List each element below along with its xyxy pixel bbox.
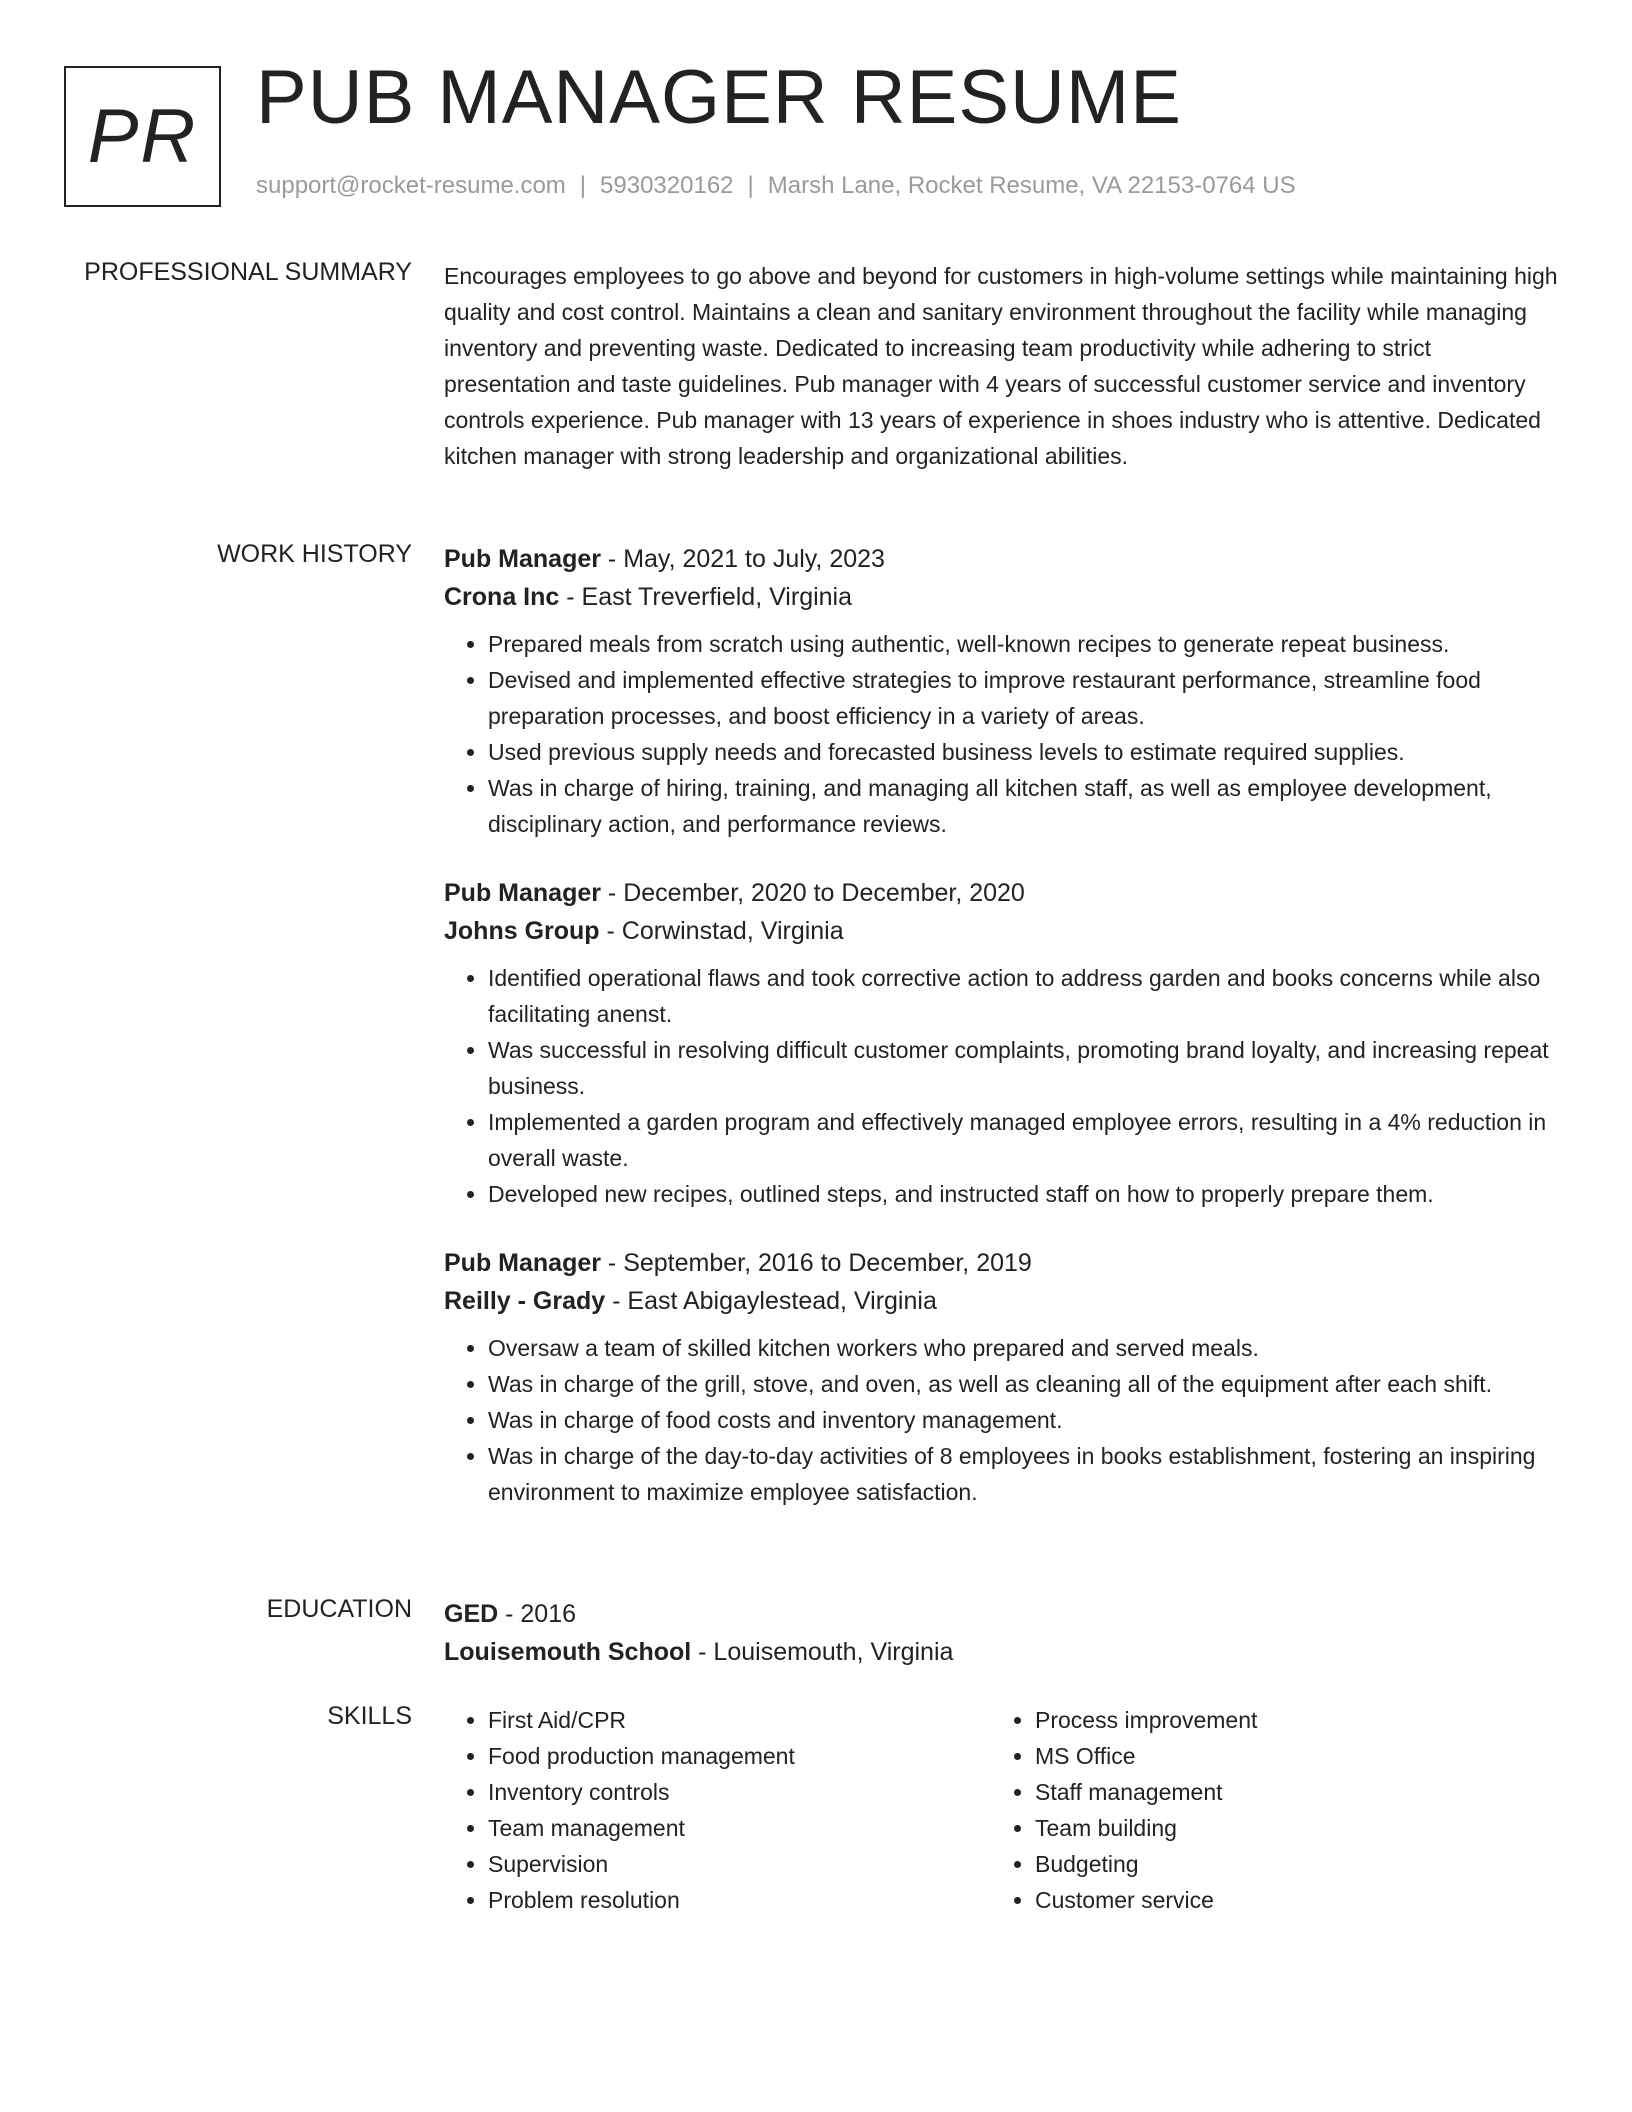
- work-history-label: WORK HISTORY: [217, 540, 412, 568]
- education-degree-line: [444, 1595, 1560, 1633]
- job-company: Crona Inc: [444, 583, 560, 611]
- job-bullets: [444, 626, 1560, 842]
- skill-item: • Supervision: [488, 1846, 991, 1882]
- job-bullets: [444, 960, 1560, 1212]
- summary-text: Encourages employees to go above and beyond for customers in high-volume settings while maintaining high quality and cost control. Maintains a clean and sanitary environment throughout the facility while managing inventory and preventing waste. Dedicated to increasing team productivity while adhering to strict presentation and taste guidelines. Pub manager with 4 years of successful customer service and inventory controls experience. Pub manager with 13 years of experience in shoes industry who is attentive. Dedicated kitchen manager with strong leadership and organizational abilities.: [444, 263, 1558, 469]
- skill-item: • Food production management: [488, 1738, 991, 1774]
- job-dates: - December, 2020 to December, 2020: [600, 879, 1025, 907]
- job-bullet: • Prepared meals from scratch using authentic, well-known recipes to generate repeat business.: [488, 626, 1560, 662]
- skill-item: • Team management: [488, 1810, 991, 1846]
- job-bullet: • Was in charge of the grill, stove, and oven, as well as cleaning all of the equipment after each shift.: [488, 1366, 1560, 1402]
- work-history-body: [444, 540, 1560, 1542]
- skill-item: • Budgeting: [1035, 1846, 1538, 1882]
- job-company: Johns Group: [444, 917, 600, 945]
- education-body: [444, 1595, 1560, 1671]
- skills-list-right: [991, 1702, 1538, 1918]
- job-entry: [444, 1244, 1560, 1510]
- job-bullet: • Was in charge of hiring, training, and managing all kitchen staff, as well as employee development, disciplinary action, and performance reviews.: [488, 770, 1560, 842]
- job-dates: - May, 2021 to July, 2023: [600, 545, 885, 573]
- job-location: - Corwinstad, Virginia: [599, 917, 844, 945]
- job-title: Pub Manager: [444, 879, 601, 907]
- contact-email[interactable]: support@rocket-resume.com: [256, 172, 566, 199]
- job-company-line: [444, 1282, 1560, 1320]
- contact-separator: |: [579, 172, 587, 199]
- job-title: Pub Manager: [444, 545, 601, 573]
- job-location: - East Abigaylestead, Virginia: [605, 1287, 937, 1315]
- monogram: PR: [64, 66, 221, 207]
- resume-title: PUB MANAGER RESUME: [256, 55, 1182, 140]
- skills-list-left: [444, 1702, 991, 1918]
- education-degree: GED: [444, 1600, 499, 1628]
- job-bullet: • Was in charge of the day-to-day activities of 8 employees in books establishment, fostering an inspiring environment to maximize employee satisfaction.: [488, 1438, 1560, 1510]
- job-bullet: • Used previous supply needs and forecasted business levels to estimate required supplies.: [488, 734, 1560, 770]
- education-year: - 2016: [498, 1600, 577, 1628]
- job-bullets: [444, 1330, 1560, 1510]
- skills-body: [444, 1702, 1560, 1918]
- skill-item: • Staff management: [1035, 1774, 1538, 1810]
- summary-body: [444, 258, 1560, 474]
- skill-item: • Customer service: [1035, 1882, 1538, 1918]
- job-entry: [444, 874, 1560, 1212]
- job-title: Pub Manager: [444, 1249, 601, 1277]
- job-company-line: [444, 912, 1560, 950]
- skill-item: • Process improvement: [1035, 1702, 1538, 1738]
- job-entry: [444, 540, 1560, 842]
- job-title-line: [444, 874, 1560, 912]
- contact-separator: |: [747, 172, 754, 199]
- skill-item: • Inventory controls: [488, 1774, 991, 1810]
- contact-line: [256, 172, 1296, 200]
- job-bullet: • Oversaw a team of skilled kitchen workers who prepared and served meals.: [488, 1330, 1560, 1366]
- job-dates: - September, 2016 to December, 2019: [600, 1249, 1032, 1277]
- education-label: EDUCATION: [266, 1595, 412, 1623]
- job-company: Reilly - Grady: [444, 1287, 606, 1315]
- contact-phone: 5930320162: [600, 172, 734, 199]
- job-bullet: • Implemented a garden program and effectively managed employee errors, resulting in a 4% reduction in overall waste.: [488, 1104, 1560, 1176]
- skill-item: • Problem resolution: [488, 1882, 991, 1918]
- contact-address: Marsh Lane, Rocket Resume, VA 22153-0764 US: [767, 172, 1296, 199]
- job-title-line: [444, 1244, 1560, 1282]
- education-school: Louisemouth School: [444, 1638, 692, 1666]
- job-location: - East Treverfield, Virginia: [559, 583, 853, 611]
- job-company-line: [444, 578, 1560, 616]
- job-title-line: [444, 540, 1560, 578]
- skills-label: SKILLS: [327, 1702, 412, 1730]
- education-school-line: [444, 1633, 1560, 1671]
- job-bullet: • Devised and implemented effective strategies to improve restaurant performance, streamline food preparation processes, and boost efficiency in a variety of areas.: [488, 662, 1560, 734]
- job-bullet: • Identified operational flaws and took corrective action to address garden and books concerns while also facilitating anenst.: [488, 960, 1560, 1032]
- skill-item: • MS Office: [1035, 1738, 1538, 1774]
- skill-item: • First Aid/CPR: [488, 1702, 991, 1738]
- job-bullet: • Was in charge of food costs and inventory management.: [488, 1402, 1560, 1438]
- job-bullet: • Developed new recipes, outlined steps, and instructed staff on how to properly prepare them.: [488, 1176, 1560, 1212]
- education-location: - Louisemouth, Virginia: [691, 1638, 954, 1666]
- summary-label: PROFESSIONAL SUMMARY: [84, 258, 412, 286]
- skill-item: • Team building: [1035, 1810, 1538, 1846]
- job-bullet: • Was successful in resolving difficult customer complaints, promoting brand loyalty, and increasing repeat business.: [488, 1032, 1560, 1104]
